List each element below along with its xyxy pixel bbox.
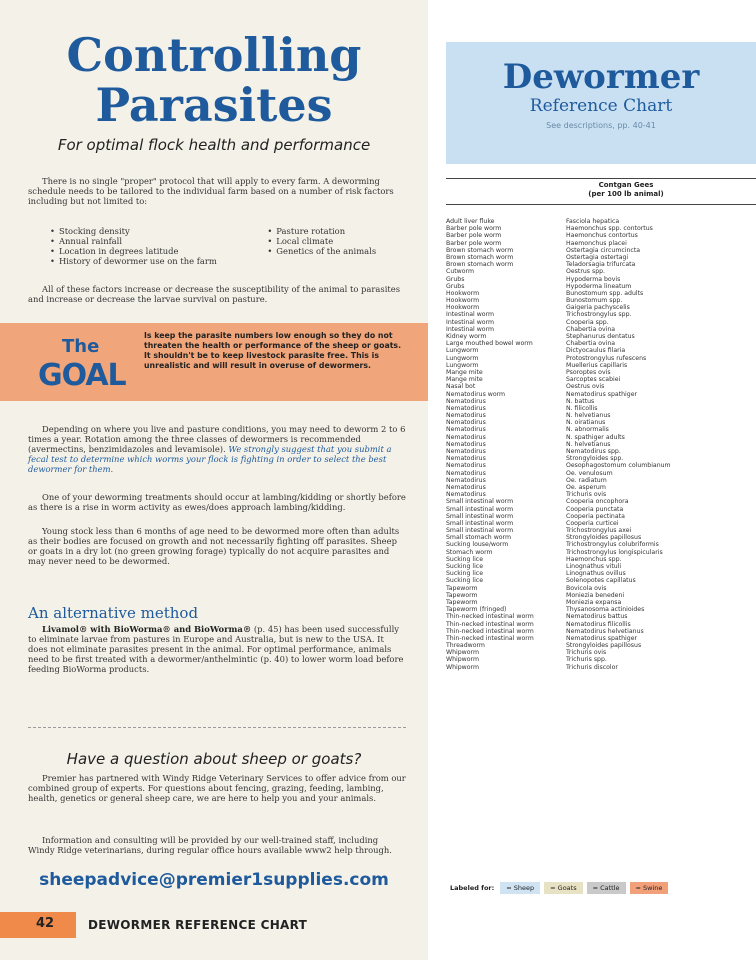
- table-row: Sucking louse/worm: [446, 541, 509, 549]
- table-row: Thin-necked intestinal worm: [446, 620, 534, 628]
- footer-section-label: DEWORMER REFERENCE CHART: [88, 918, 308, 932]
- title-line-2: Parasites: [95, 78, 333, 132]
- table-row: Oe. asperum: [566, 483, 606, 491]
- table-row: Hypoderma lineatum: [566, 282, 632, 290]
- table-row: Nasal bot: [446, 383, 476, 391]
- table-row: Brown stomach worm: [446, 246, 514, 254]
- table-row: Nematodirus: [446, 426, 486, 434]
- table-row: Linognathus vituli: [566, 563, 622, 570]
- table-row: Strongyloides papillosus: [566, 642, 642, 650]
- table-row: Thin-necked intestinal worm: [446, 634, 534, 642]
- table-row: Thin-necked intestinal worm: [446, 627, 534, 635]
- table-row: Nematodirus: [446, 455, 486, 463]
- table-row: Whipworm: [446, 649, 479, 657]
- table-row: Large mouthed bowel worm: [446, 340, 533, 348]
- table-row: Cooperia punctata: [566, 505, 624, 513]
- table-row: Ostertagia circumcincta: [566, 246, 641, 254]
- table-row: Dictyocaulus filaria: [566, 347, 626, 355]
- table-row: Strongyloides spp.: [566, 455, 624, 463]
- legend-label: Labeled for:: [450, 884, 495, 892]
- section-divider: [28, 727, 406, 728]
- table-row: Trichuris ovis: [566, 491, 607, 499]
- table-row: Moniezia expansa: [566, 598, 622, 606]
- table-row: Intestinal worm: [446, 311, 495, 319]
- question-heading: Have a question about sheep or goats?: [66, 750, 362, 768]
- table-row: Tapeworm: [446, 584, 478, 592]
- alternative-method-text: (p. 45) has been used successfully to eliminate larvae from pastures in Europe and Australia, but is new to the USA. It does not eliminate parasites present in the animal. For optimal performance, animals need to be first treated with a dewormer/anthelmintic (p. 40) to lower worm load before feeding BioWorma products.: [28, 624, 404, 674]
- table-row: Nematodirus: [446, 397, 486, 405]
- table-row: Nematodirus: [446, 469, 486, 477]
- table-row: N. helvetianus: [566, 412, 611, 420]
- table-row: Oesophagostomum columbianum: [566, 462, 671, 470]
- table-row: Chabertia ovina: [566, 325, 616, 333]
- intro-paragraph: There is no single "proper" protocol that will apply to every farm. A deworming schedule needs to be tailored to the individual farm based on a number of risk factors including but not limited to:: [28, 176, 394, 206]
- table-row: Grubs: [446, 282, 465, 290]
- table-row: Brown stomach worm: [446, 253, 514, 261]
- table-header-line-1: Contgan Gees: [598, 181, 654, 189]
- parasite-scientific-name-column: [566, 218, 706, 671]
- table-row: Mange mite: [446, 376, 483, 384]
- email-link[interactable]: sheepadvice@premier1supplies.com: [39, 870, 389, 890]
- table-row: Linognathus ovillus: [566, 570, 626, 578]
- table-row: Lungworm: [446, 354, 479, 362]
- table-row: Grubs: [446, 275, 465, 283]
- table-row: Brown stomach worm: [446, 261, 514, 269]
- table-row: Trichostrongylus axei: [566, 527, 632, 535]
- table-row: Sucking lice: [446, 570, 484, 578]
- table-row: Nematodirus: [446, 491, 486, 499]
- table-row: Nematodirus: [446, 483, 486, 491]
- table-row: Cooperia curticei: [566, 519, 619, 527]
- table-row: Intestinal worm: [446, 325, 495, 333]
- table-row: Cooperia oncophora: [566, 498, 629, 506]
- goal-heading: GOAL: [38, 358, 126, 393]
- goal-heading-the: The: [62, 336, 100, 357]
- consulting-paragraph: Information and consulting will be provided by our well-trained staff, including Windy Ridge veterinarians, during regular office hours available www2 help through.: [28, 835, 392, 855]
- list-item: • Annual rainfall: [50, 236, 257, 246]
- table-row: Oestrus spp.: [566, 268, 606, 276]
- legend-swine: = Swine: [630, 882, 669, 894]
- table-row: Sarcoptes scabiei: [566, 376, 621, 384]
- table-row: Hookworm: [446, 297, 480, 305]
- risk-factor-list: [40, 226, 410, 266]
- table-row: Mange mite: [446, 368, 483, 376]
- table-row: Moniezia benedeni: [566, 591, 625, 599]
- table-row: Sucking lice: [446, 555, 484, 563]
- table-row: Tapeworm: [446, 598, 478, 606]
- list-item: • Genetics of the animals: [267, 246, 410, 256]
- table-row: N. helvetianus: [566, 440, 611, 448]
- table-row: Trichuris ovis: [566, 649, 607, 657]
- table-row: Nematodirus: [446, 404, 486, 412]
- table-row: Haemonchus contortus: [566, 232, 638, 240]
- table-row: Strongyloides papillosus: [566, 534, 642, 542]
- page-title: [0, 30, 428, 130]
- table-row: Trichostrongylus colubriformis: [566, 541, 659, 549]
- table-row: Threadworm: [446, 642, 485, 650]
- chart-title: Dewormer: [502, 57, 700, 97]
- table-row: Adult liver fluke: [446, 218, 495, 225]
- chart-note: See descriptions, pp. 40-41: [546, 121, 656, 130]
- chart-subtitle: Reference Chart: [529, 96, 673, 116]
- list-item: • Local climate: [267, 236, 410, 246]
- table-row: Nematodirus: [446, 419, 486, 427]
- table-row: Trichostrongylus spp.: [566, 311, 632, 319]
- frequency-paragraph: [28, 424, 406, 474]
- fecal-test-emphasis: We strongly suggest that you submit a fecal test to determine which worms your flock is fighting in order to select the best dewormer for them.: [28, 444, 392, 474]
- table-column-header: [566, 181, 686, 199]
- table-header-rule: [446, 204, 756, 205]
- table-row: Nematodirus: [446, 462, 486, 470]
- table-row: Ostertagia ostertagi: [566, 253, 629, 261]
- table-row: Tapeworm (fringed): [446, 606, 507, 614]
- table-row: Solenopotes capillatus: [566, 577, 636, 585]
- partnership-paragraph: Premier has partnered with Windy Ridge Veterinary Services to offer advice from our combined group of experts. For questions about fencing, grazing, feeding, lambing, health, genetics or general sheep care, we are here to help you and your animals.: [28, 773, 406, 803]
- factors-paragraph: All of these factors increase or decrease the susceptibility of the animal to parasites and increase or decrease the larvae survival on pasture.: [28, 284, 400, 304]
- table-row: Muellerius capillaris: [566, 361, 628, 369]
- table-row: Teladorsagia trifurcata: [566, 261, 636, 269]
- legend-goats: = Goats: [544, 882, 582, 894]
- table-row: Nematodirus filicollis: [566, 620, 631, 628]
- table-row: Nematodirus spathiger: [566, 634, 638, 642]
- table-row: Stephanurus dentatus: [566, 333, 635, 340]
- table-row: Lungworm: [446, 347, 479, 355]
- table-row: Small intestinal worm: [446, 505, 514, 513]
- table-row: Bovicola ovis: [566, 584, 607, 592]
- table-row: Small intestinal worm: [446, 519, 514, 527]
- table-row: Sucking lice: [446, 563, 484, 570]
- table-row: Oestrus ovis: [566, 383, 605, 391]
- table-row: Trichuris spp.: [566, 656, 607, 664]
- list-item: • Location in degrees latitude: [50, 246, 257, 256]
- table-row: Oe. radiatum: [566, 476, 607, 484]
- table-row: Nematodirus helvetianus: [566, 627, 644, 635]
- alternative-method-heading: An alternative method: [28, 604, 199, 622]
- table-row: Small intestinal worm: [446, 527, 514, 535]
- list-item: • Stocking density: [50, 226, 257, 236]
- table-row: Hookworm: [446, 289, 480, 297]
- table-row: Sucking lice: [446, 577, 484, 585]
- table-row: Kidney worm: [446, 333, 487, 340]
- table-row: Hookworm: [446, 304, 480, 312]
- table-row: Chabertia ovina: [566, 340, 616, 348]
- page-subtitle: For optimal flock health and performance: [57, 136, 371, 154]
- table-header-line-2: (per 100 lb animal): [588, 190, 664, 198]
- table-row: Stomach worm: [446, 548, 493, 556]
- table-row: Small stomach worm: [446, 534, 512, 542]
- table-row: N. battus: [566, 397, 595, 405]
- legend-sheep: = Sheep: [500, 882, 540, 894]
- table-row: Bunostomum spp. adults: [566, 289, 644, 297]
- table-row: Fasciola hepatica: [566, 218, 620, 225]
- legend-cattle: = Cattle: [587, 882, 626, 894]
- table-row: Tapeworm: [446, 591, 478, 599]
- table-row: Nematodirus spp.: [566, 448, 621, 455]
- table-row: Whipworm: [446, 663, 479, 671]
- table-row: Nematodirus: [446, 476, 486, 484]
- table-row: Cutworm: [446, 268, 474, 276]
- table-row: Haemonchus placei: [566, 239, 627, 247]
- table-row: Bunostomum spp.: [566, 297, 623, 305]
- table-row: Whipworm: [446, 656, 479, 664]
- table-row: Barber pole worm: [446, 225, 502, 233]
- parasite-common-name-column: [446, 218, 562, 671]
- table-row: Haemonchus spp.: [566, 555, 622, 563]
- list-item: • Pasture rotation: [267, 226, 410, 236]
- table-row: Nematodirus: [446, 448, 486, 455]
- table-row: Gaigeria pachyscelis: [566, 304, 630, 312]
- table-row: Lungworm: [446, 361, 479, 369]
- product-name: Livamol® with BioWorma® and BioWorma®: [42, 624, 252, 634]
- table-row: N. abnormalis: [566, 426, 609, 434]
- species-legend: [450, 882, 672, 894]
- frequency-text: Depending on where you live and pasture conditions, you may need to deworm 2 to 6 times a year. Rotation among the three classes of dewormers is recommended (avermectins, benzimidazoles and levamisole).: [28, 424, 406, 454]
- risk-factor-column-1: [40, 226, 257, 266]
- list-item: • History of dewormer use on the farm: [50, 256, 257, 266]
- table-row: Psoroptes ovis: [566, 368, 611, 376]
- table-row: Thysanosoma actinioides: [566, 606, 645, 614]
- table-row: Nematodirus: [446, 440, 486, 448]
- table-row: Nematodirus battus: [566, 613, 628, 621]
- table-row: Trichuris discolor: [566, 663, 618, 671]
- table-row: Protostrongylus rufescens: [566, 354, 647, 362]
- table-row: Oe. venulosum: [566, 469, 613, 477]
- table-row: Barber pole worm: [446, 239, 502, 247]
- table-row: Nematodirus: [446, 433, 486, 441]
- table-row: Thin-necked intestinal worm: [446, 613, 534, 621]
- table-row: N. filicollis: [566, 404, 598, 412]
- table-row: N. oiratianus: [566, 419, 606, 427]
- table-row: Cooperia pectinata: [566, 512, 625, 520]
- goal-text: Is keep the parasite numbers low enough so they do not threaten the health or performance of the sheep or goats. It shouldn't be to keep livestock parasite free. This is unrealistic and will result in overuse of dewormers.: [144, 331, 402, 370]
- table-row: N. spathiger adults: [566, 433, 625, 441]
- title-line-1: Controlling: [66, 28, 362, 82]
- table-row: Small intestinal worm: [446, 498, 514, 506]
- table-row: Trichostrongylus longispicularis: [566, 548, 663, 556]
- alternative-method-paragraph: [28, 624, 406, 674]
- table-row: Intestinal worm: [446, 318, 495, 326]
- risk-factor-column-2: [257, 226, 410, 266]
- table-row: Nematodirus worm: [446, 390, 506, 398]
- table-row: Haemonchus spp. contortus: [566, 225, 653, 233]
- table-row: Cooperia spp.: [566, 318, 609, 326]
- young-stock-paragraph: Young stock less than 6 months of age need to be dewormed more often than adults as their bodies are focused on growth and not necessarily fighting off parasites. Sheep or goats in a dry lot (no green growing forage) typically do not acquire parasites and may never need to be dewormed.: [28, 526, 400, 566]
- table-row: Small intestinal worm: [446, 512, 514, 520]
- page-number: 42: [36, 916, 55, 931]
- table-row: Hypoderma bovis: [566, 275, 621, 283]
- table-row: Nematodirus: [446, 412, 486, 420]
- table-row: Nematodirus spathiger: [566, 390, 638, 398]
- lambing-paragraph: One of your deworming treatments should occur at lambing/kidding or shortly before as there is a rise in worm activity as ewes/does approach lambing/kidding.: [28, 492, 406, 512]
- table-top-rule: [446, 178, 756, 179]
- table-row: Barber pole worm: [446, 232, 502, 240]
